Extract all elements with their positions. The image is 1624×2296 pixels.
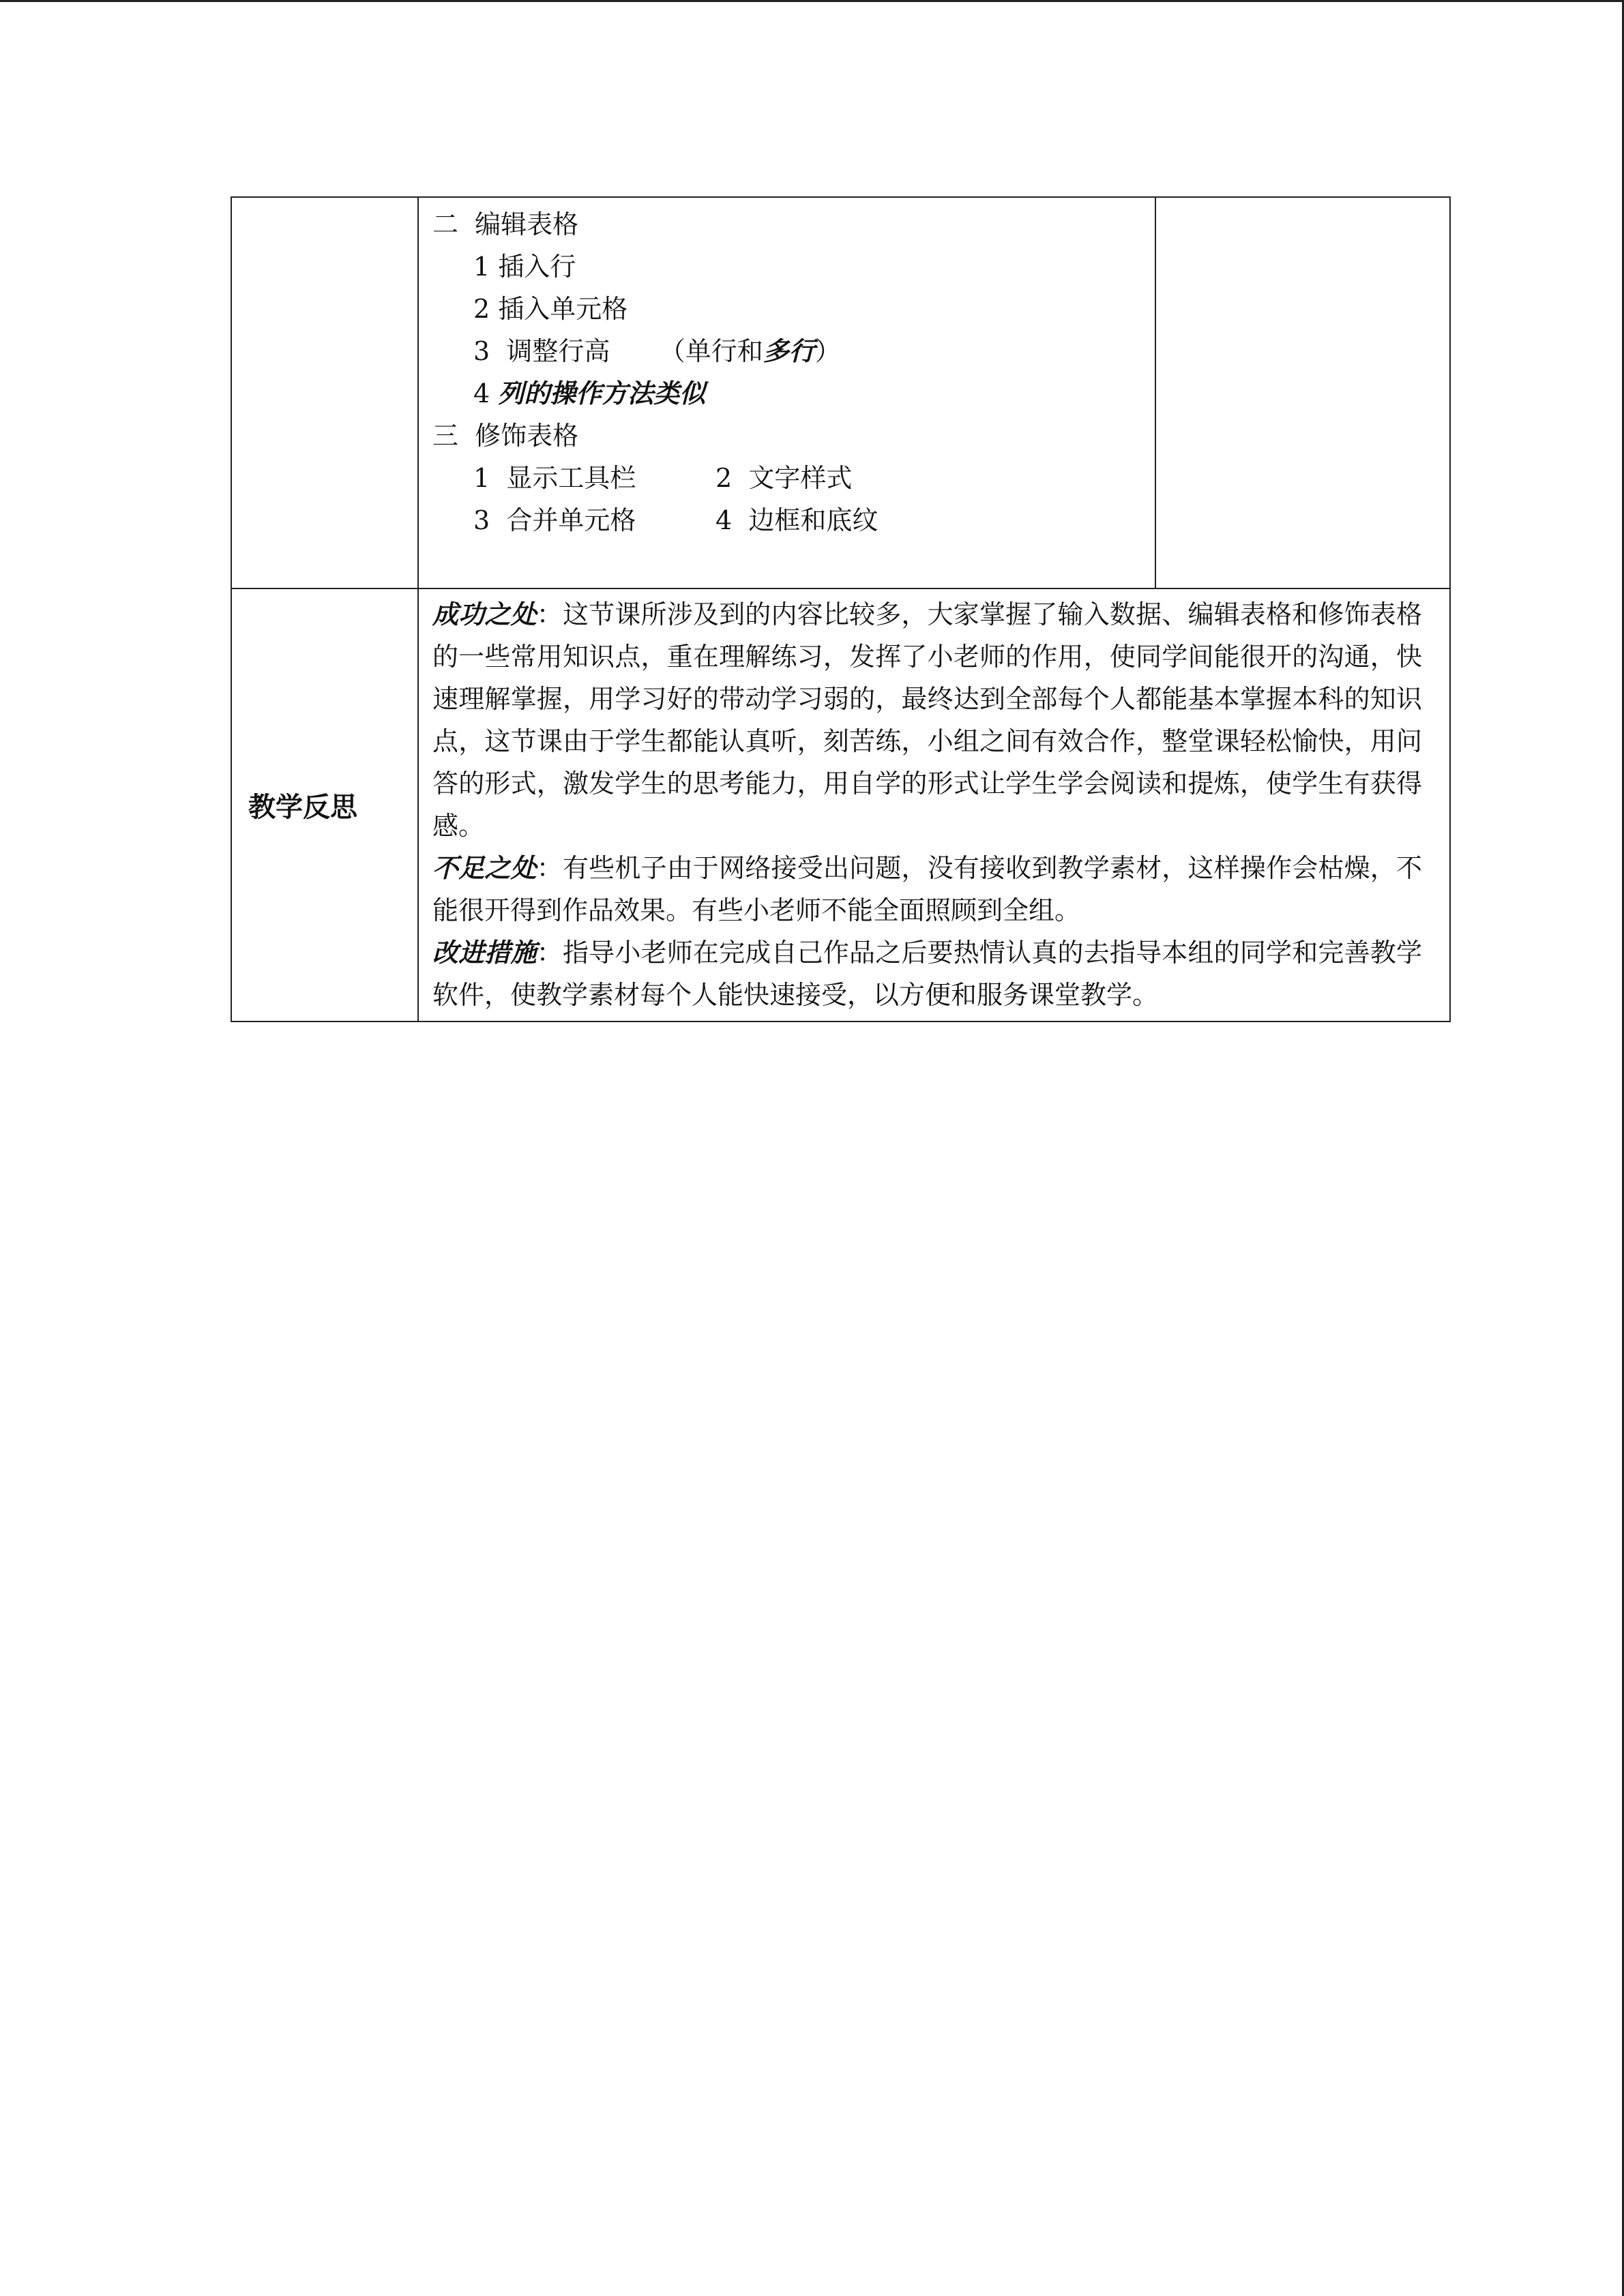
improve-paragraph (432, 931, 1422, 1016)
improve-lead: 改进措施 (432, 937, 537, 968)
table-row-reflection (231, 588, 1450, 1022)
page-top-border (0, 0, 1624, 2)
list-item-row-height (432, 330, 1141, 372)
shortfall-text: ：有些机子由于网络接受出问题，没有接收到教学素材，这样操作会枯燥，不能很开得到作品效果。有些小老师不能全面照顾到全组。 (432, 853, 1422, 925)
empty-label-cell (231, 197, 418, 588)
editing-content-cell (418, 197, 1155, 588)
list-item: 4 边框和底纹 (715, 505, 879, 535)
table-row-editing (231, 197, 1450, 588)
shortfall-lead: 不足之处 (432, 852, 537, 883)
improve-text: ：指导小老师在完成自己作品之后要热情认真的去指导本组的同学和完善教学软件，使教学素材每个人能快速接受，以方便和服务课堂教学。 (432, 938, 1422, 1010)
success-text: ：这节课所涉及到的内容比较多，大家掌握了输入数据、编辑表格和修饰表格的一些常用知识点，重在理解练习，发挥了小老师的作用，使同学间能很开的沟通，快速理解掌握，用学习好的带动学习弱的，最终达到全部每个人都能基本掌握本科的知识点，这节课由于学生都能认真听，刻苦练，小组之间有效合作，整堂课轻松愉快，用问答的形式，激发学生的思考能力，用自学的形式让学生学会阅读和提炼，使学生有获得感。 (432, 599, 1422, 841)
success-lead: 成功之处 (432, 599, 537, 629)
empty-notes-cell (1155, 197, 1450, 588)
decorate-items-row-1 (432, 457, 1141, 499)
section-decorate-heading: 三 修饰表格 (432, 421, 579, 451)
row-height-emphasis: 多行 (763, 336, 815, 366)
column-ops-number: 4 (473, 378, 499, 408)
reflection-label: 教学反思 (231, 588, 418, 1022)
list-item: 1 插入行 (473, 252, 576, 282)
reflection-content-cell (418, 588, 1450, 1022)
list-item: 1 显示工具栏 (473, 463, 636, 493)
row-height-close: ） (814, 336, 841, 366)
decorate-items-row-2 (432, 499, 1141, 541)
list-item: 3 合并单元格 (473, 505, 636, 535)
list-item: 2 插入单元格 (473, 294, 628, 324)
lesson-plan-table (231, 196, 1451, 1022)
column-ops-emphasis: 列的操作方法类似 (498, 378, 706, 408)
list-item-column-ops (432, 372, 1141, 415)
list-item: 2 文字样式 (715, 463, 853, 493)
shortfall-paragraph (432, 847, 1422, 931)
section-edit-heading: 二 编辑表格 (432, 209, 579, 239)
row-height-text: 3 调整行高 （单行和 (473, 336, 763, 366)
success-paragraph (432, 593, 1422, 847)
